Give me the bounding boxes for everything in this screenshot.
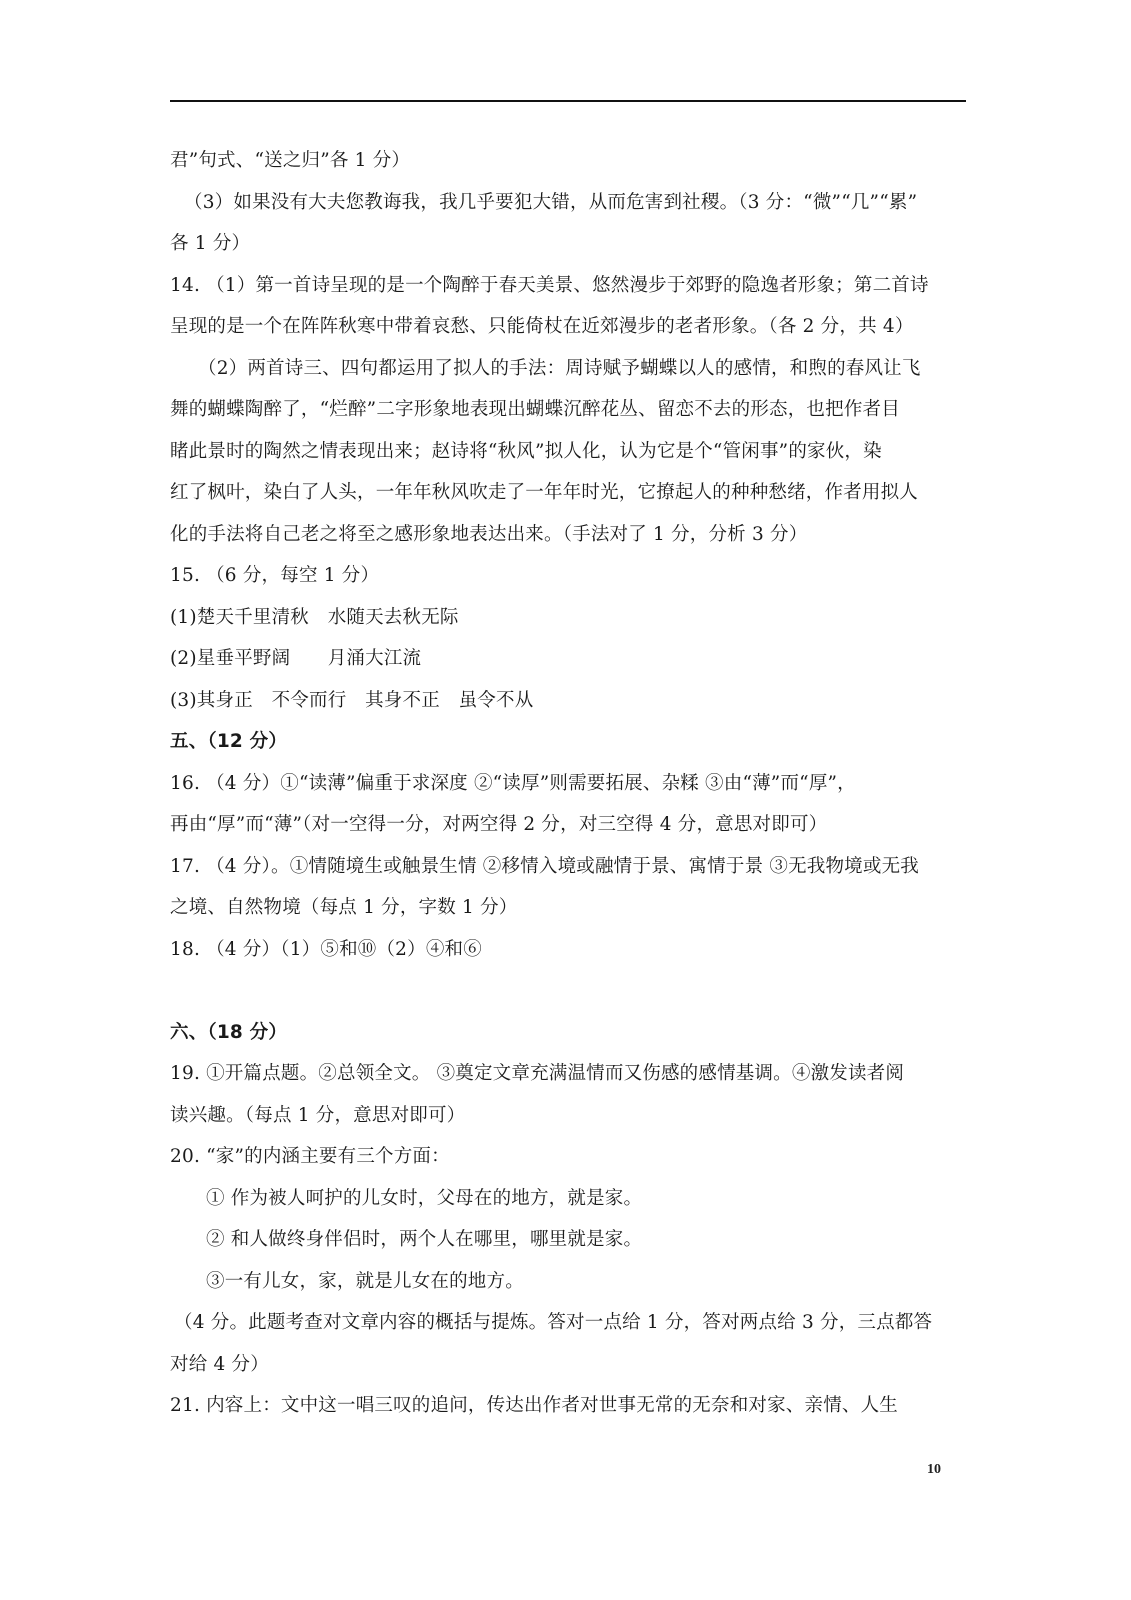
text-line: 15. （6 分，每空 1 分） <box>170 565 380 586</box>
text-line: (1)楚天千里清秋 水随天去秋无际 <box>170 606 459 628</box>
text-line: 14. （1）第一首诗呈现的是一个陶醉于春天美景、悠然漫步于郊野的隐逸者形象；第二首诗 <box>170 274 929 296</box>
text-line: 20. “家”的内涵主要有三个方面： <box>170 1146 450 1167</box>
text-line: 舞的蝴蝶陶醉了，“烂醉”二字形象地表现出蝴蝶沉醉花丛、留恋不去的形态，也把作者目 <box>170 399 900 420</box>
text-line: ③一有儿女，家，就是儿女在的地方。 <box>206 1270 524 1292</box>
text-line: 17. （4 分）。①情随境生或触景生情 ②移情入境或融情于景、寓情于景 ③无我物境或无我 <box>170 855 919 877</box>
text-line: 18. （4 分）（1）⑤和⑩（2）④和⑥ <box>170 938 482 960</box>
text-line: （2）两首诗三、四句都运用了拟人的手法：周诗赋予蝴蝶以人的感情，和煦的春风让飞 <box>198 357 921 379</box>
text-line: （3）如果没有大夫您教诲我，我几乎要犯大错，从而危害到社稷。（3 分：“微”“几”“累” <box>184 191 918 213</box>
text-line: ① 作为被人呵护的儿女时，父母在的地方，就是家。 <box>206 1187 643 1209</box>
text-line: 读兴趣。（每点 1 分，意思对即可） <box>170 1104 466 1126</box>
text-line: （4 分。此题考查对文章内容的概括与提炼。答对一点给 1 分，答对两点给 3 分，三点都答 <box>174 1312 933 1333</box>
text-line: 化的手法将自己老之将至之感形象地表达出来。（手法对了 1 分，分析 3 分） <box>170 523 808 545</box>
text-line: (2)星垂平野阔 月涌大江流 <box>170 648 422 669</box>
text-line: 19. ①开篇点题。②总领全文。 ③奠定文章充满温情而又伤感的感情基调。④激发读者阅 <box>170 1063 905 1084</box>
text-line: 红了枫叶，染白了人头，一年年秋风吹走了一年年时光，它撩起人的种种愁绪，作者用拟人 <box>170 482 919 503</box>
text-line: ② 和人做终身伴侣时，两个人在哪里，哪里就是家。 <box>206 1229 643 1250</box>
text-line: 21. 内容上：文中这一唱三叹的追问，传达出作者对世事无常的无奈和对家、亲情、人生 <box>170 1395 899 1416</box>
answer-content <box>170 140 970 1427</box>
text-line: 之境、自然物境（每点 1 分，字数 1 分） <box>170 897 518 918</box>
text-line: 睹此景时的陶然之情表现出来；赵诗将“秋风”拟人化，认为它是个“管闲事”的家伙，染 <box>170 440 882 462</box>
text-line: 对给 4 分） <box>170 1353 269 1375</box>
text-line: 再由“厚”而“薄”（对一空得一分，对两空得 2 分，对三空得 4 分，意思对即可） <box>170 814 828 835</box>
text-line: 各 1 分） <box>170 233 251 254</box>
blank-gap <box>170 970 970 1012</box>
text-line: 君”句式、“送之归”各 1 分） <box>170 150 411 171</box>
text-line: 16. （4 分）①“读薄”偏重于求深度 ②“读厚”则需要拓展、杂糅 ③由“薄”而“厚”， <box>170 772 856 794</box>
text-line: (3)其身正 不令而行 其身不正 虽令不从 <box>170 689 534 711</box>
text-line: 呈现的是一个在阵阵秋寒中带着哀愁、只能倚杖在近郊漫步的老者形象。（各 2 分，共 4） <box>170 316 914 337</box>
header-rule <box>170 100 966 102</box>
page-number: 10 <box>927 1462 941 1477</box>
section-heading: 六、（18 分） <box>170 1021 288 1043</box>
section-heading: 五、（12 分） <box>170 731 288 752</box>
